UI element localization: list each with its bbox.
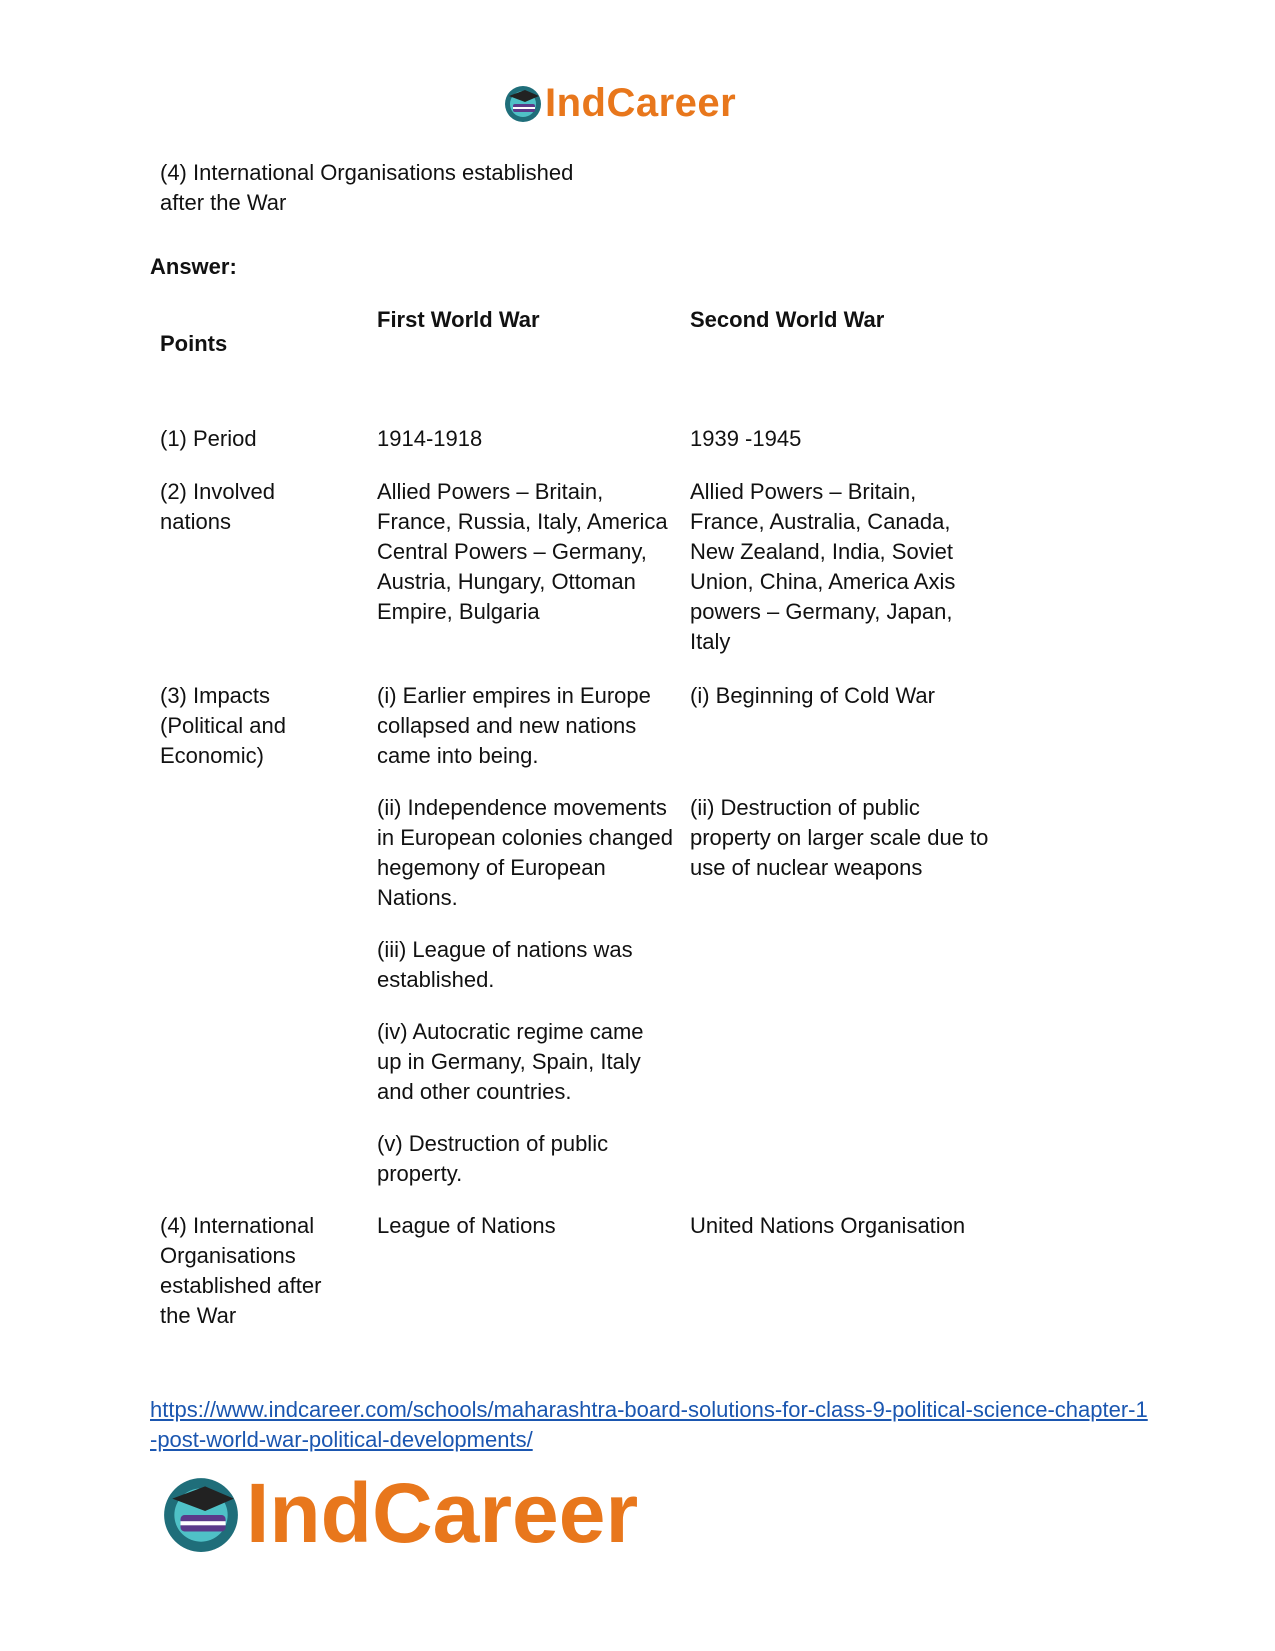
row-first-cell: (iii) League of nations was established. <box>377 937 633 992</box>
indcareer-logo-footer <box>160 1468 638 1558</box>
row-first-cell: (v) Destruction of public property. <box>377 1131 609 1186</box>
row-second-cell: (ii) Destruction of public property on larger scale due to use of nuclear weapons <box>690 795 989 880</box>
row-point: (1) Period <box>160 426 257 451</box>
row-second-cell: United Nations Organisation <box>690 1213 966 1238</box>
brand-name: IndCareer <box>545 81 737 125</box>
row-second-cell: 1939 -1945 <box>690 426 802 451</box>
row-point: (3) Impacts (Political and Economic) <box>160 683 286 768</box>
row-first-cell: Allied Powers – Britain, France, Russia, Italy, America Central Powers – Germany, Austria, Hungary, Ottoman Empire, Bulgaria <box>377 479 668 624</box>
graduation-cap-book-icon <box>160 1472 242 1554</box>
answer-label: Answer: <box>150 254 237 279</box>
header-first-world-war: First World War <box>377 307 540 332</box>
header-points: Points <box>160 331 228 356</box>
indcareer-logo-header <box>503 80 736 126</box>
row-first-cell: 1914-1918 <box>377 426 483 451</box>
row-first-cell: (i) Earlier empires in Europe collapsed and new nations came into being. <box>377 683 651 768</box>
row-second-cell: Allied Powers – Britain, France, Australia, Canada, New Zealand, India, Soviet Union, China, America Axis powers – Germany, Japan, Italy <box>690 479 956 654</box>
row-second-cell: (i) Beginning of Cold War <box>690 683 935 708</box>
source-link[interactable]: https://www.indcareer.com/schools/maharashtra-board-solutions-for-class-9-political-science-chapter-1-post-world-war-political-developments/ <box>150 1397 1148 1452</box>
question-text: (4) International Organisations established after the War <box>160 160 574 215</box>
header-second-world-war: Second World War <box>690 307 885 332</box>
row-point: (4) International Organisations established after the War <box>160 1213 322 1328</box>
row-first-cell: (ii) Independence movements in European colonies changed hegemony of European Nations. <box>377 795 674 910</box>
graduation-cap-book-icon <box>503 83 543 123</box>
row-point: (2) Involved nations <box>160 479 275 534</box>
brand-name: IndCareer <box>246 1466 639 1560</box>
row-first-cell: League of Nations <box>377 1213 556 1238</box>
row-first-cell: (iv) Autocratic regime came up in Germany, Spain, Italy and other countries. <box>377 1019 644 1104</box>
